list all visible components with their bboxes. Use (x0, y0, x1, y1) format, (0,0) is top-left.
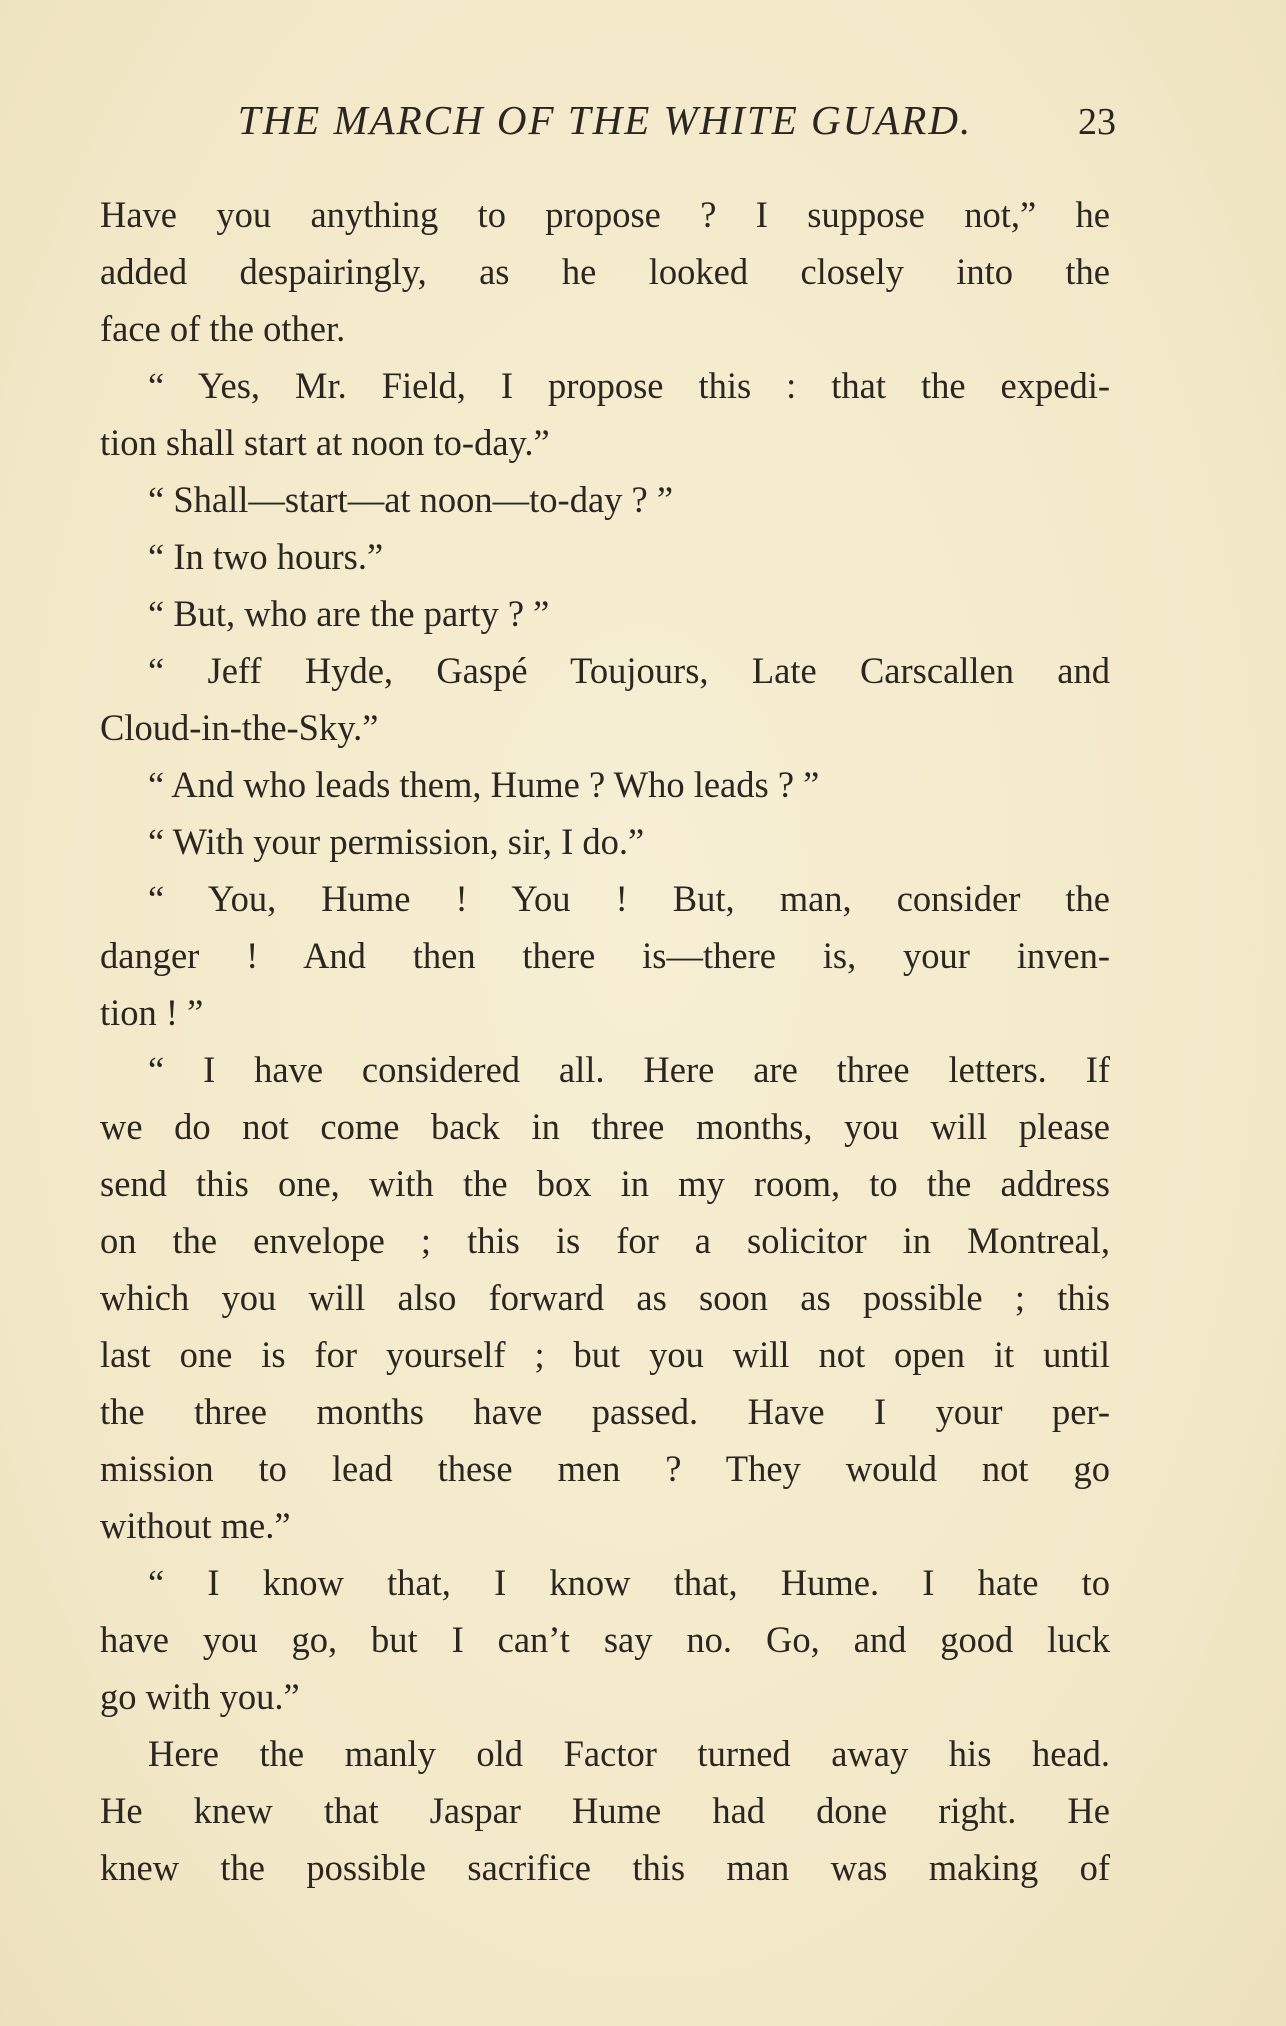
text-line: He knew that Jaspar Hume had done right. He (100, 1790, 1110, 1831)
text-line: “ Shall—start—at noon—to-day ? ” (148, 479, 674, 520)
text-line: “ I have considered all. Here are three letters. If (148, 1049, 1110, 1090)
page-number: 23 (1078, 101, 1116, 143)
text-line: added despairingly, as he looked closely into the (100, 251, 1110, 292)
text-line: mission to lead these men ? They would not go (100, 1448, 1110, 1489)
text-line: have you go, but I can’t say no. Go, and good luck (100, 1619, 1110, 1660)
text-line: “ With your permission, sir, I do.” (148, 821, 645, 862)
text-line: “ And who leads them, Hume ? Who leads ? ” (148, 764, 820, 805)
text-line: face of the other. (100, 308, 346, 349)
text-line: go with you.” (100, 1676, 300, 1717)
text-line: “ I know that, I know that, Hume. I hate to (148, 1562, 1110, 1603)
text-line: “ You, Hume ! You ! But, man, consider the (148, 878, 1110, 919)
running-head-title: THE MARCH OF THE WHITE GUARD. (237, 97, 973, 143)
text-line: danger ! And then there is—there is, your inven- (100, 935, 1110, 976)
text-line: the three months have passed. Have I your per- (100, 1391, 1110, 1432)
running-head (100, 90, 1116, 150)
text-line: last one is for yourself ; but you will not open it until (100, 1334, 1110, 1375)
text-line: “ Yes, Mr. Field, I propose this : that the expedi- (148, 365, 1110, 406)
body-text (100, 186, 1110, 1896)
text-line: “ In two hours.” (148, 536, 384, 577)
text-line: tion shall start at noon to-day.” (100, 422, 550, 463)
text-line: Here the manly old Factor turned away his head. (148, 1733, 1110, 1774)
text-line: Cloud-in-the-Sky.” (100, 707, 379, 748)
text-line: Have you anything to propose ? I suppose not,” he (100, 194, 1110, 235)
text-line: tion ! ” (100, 992, 204, 1033)
text-line: on the envelope ; this is for a solicitor in Montreal, (100, 1220, 1110, 1261)
text-line: “ But, who are the party ? ” (148, 593, 550, 634)
text-line: send this one, with the box in my room, to the address (100, 1163, 1110, 1204)
text-line: “ Jeff Hyde, Gaspé Toujours, Late Carscallen and (148, 650, 1110, 691)
text-line: we do not come back in three months, you will please (100, 1106, 1110, 1147)
text-line: without me.” (100, 1505, 291, 1546)
text-line: which you will also forward as soon as possible ; this (100, 1277, 1110, 1318)
text-line: knew the possible sacrifice this man was making of (100, 1847, 1110, 1888)
